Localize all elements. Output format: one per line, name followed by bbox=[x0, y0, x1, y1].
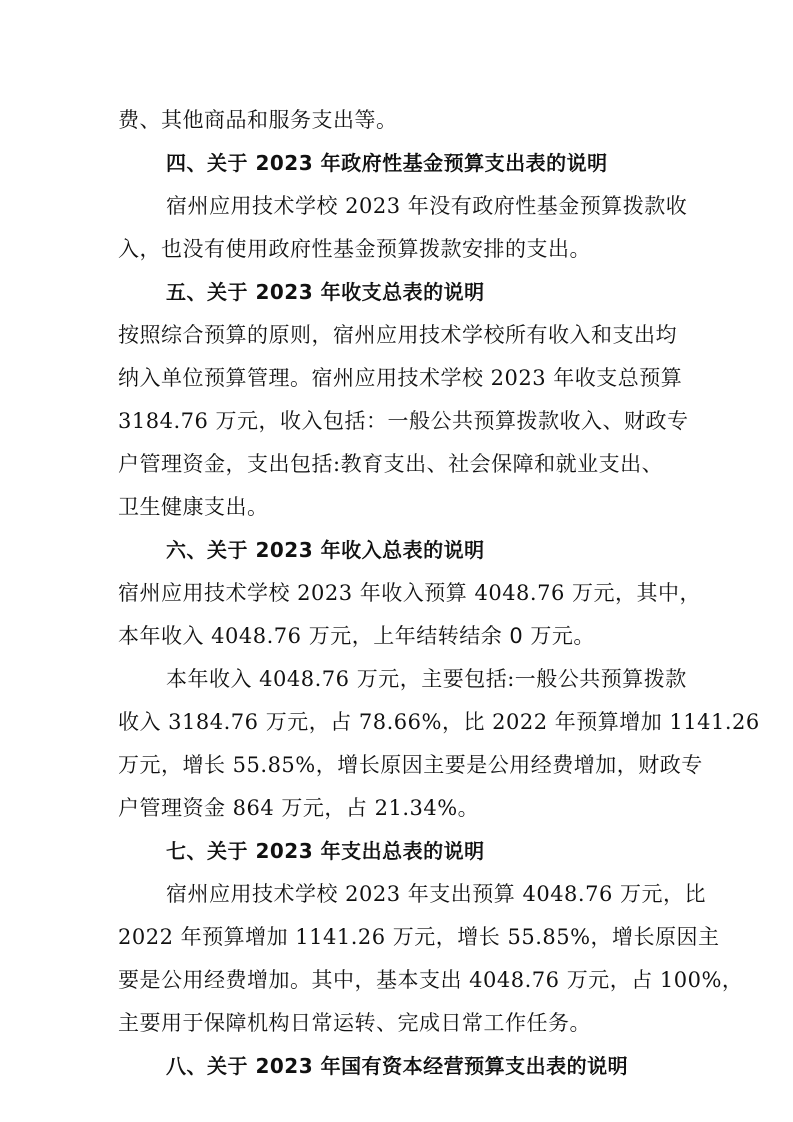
body-line: 万元，增长 55.85%，增长原因主要是公用经费增加，财政专 bbox=[118, 753, 703, 777]
body-line: 宿州应用技术学校 2023 年支出预算 4048.76 万元，比 bbox=[166, 882, 706, 906]
body-line: 费、其他商品和服务支出等。 bbox=[118, 108, 398, 132]
body-line: 户管理资金 864 万元，占 21.34%。 bbox=[118, 796, 480, 820]
body-line: 宿州应用技术学校 2023 年没有政府性基金预算拨款收 bbox=[166, 194, 688, 218]
body-line: 2022 年预算增加 1141.26 万元，增长 55.85%，增长原因主 bbox=[118, 925, 720, 949]
body-line-mixed bbox=[118, 619, 688, 653]
body-line: 本年收入 4048.76 万元，主要包括:一般公共预算拨款 bbox=[166, 667, 687, 691]
body-line: 要是公用经费增加。其中，基本支出 4048.76 万元，占 100%， bbox=[118, 968, 744, 992]
section-heading-5: 五、关于 2023 年收支总表的说明 bbox=[166, 280, 485, 304]
body-text-segment: 本年收入 4048.76 万元， bbox=[118, 624, 374, 648]
body-line: 宿州应用技术学校 2023 年收入预算 4048.76 万元，其中， bbox=[118, 581, 701, 605]
body-line: 按照综合预算的原则，宿州应用技术学校所有收入和支出均 bbox=[118, 323, 677, 347]
section-heading-7: 七、关于 2023 年支出总表的说明 bbox=[166, 839, 485, 863]
body-line: 3184.76 万元，收入包括：一般公共预算拨款收入、财政专 bbox=[118, 409, 689, 433]
section-heading-4: 四、关于 2023 年政府性基金预算支出表的说明 bbox=[166, 151, 608, 175]
section-heading-6: 六、关于 2023 年收入总表的说明 bbox=[166, 538, 485, 562]
section-heading-8: 八、关于 2023 年国有资本经营预算支出表的说明 bbox=[166, 1054, 629, 1078]
body-line: 主要用于保障机构日常运转、完成日常工作任务。 bbox=[118, 1011, 591, 1035]
body-line: 纳入单位预算管理。宿州应用技术学校 2023 年收支总预算 bbox=[118, 366, 683, 390]
body-line: 入，也没有使用政府性基金预算拨款安排的支出。 bbox=[118, 237, 591, 261]
body-text-segment-sans: 上年结转结余 0 万元。 bbox=[373, 624, 595, 648]
body-line: 户管理资金，支出包括:教育支出、社会保障和就业支出、 bbox=[118, 452, 664, 476]
body-line: 收入 3184.76 万元，占 78.66%，比 2022 年预算增加 1141.26 bbox=[118, 710, 760, 734]
body-line: 卫生健康支出。 bbox=[118, 495, 269, 519]
